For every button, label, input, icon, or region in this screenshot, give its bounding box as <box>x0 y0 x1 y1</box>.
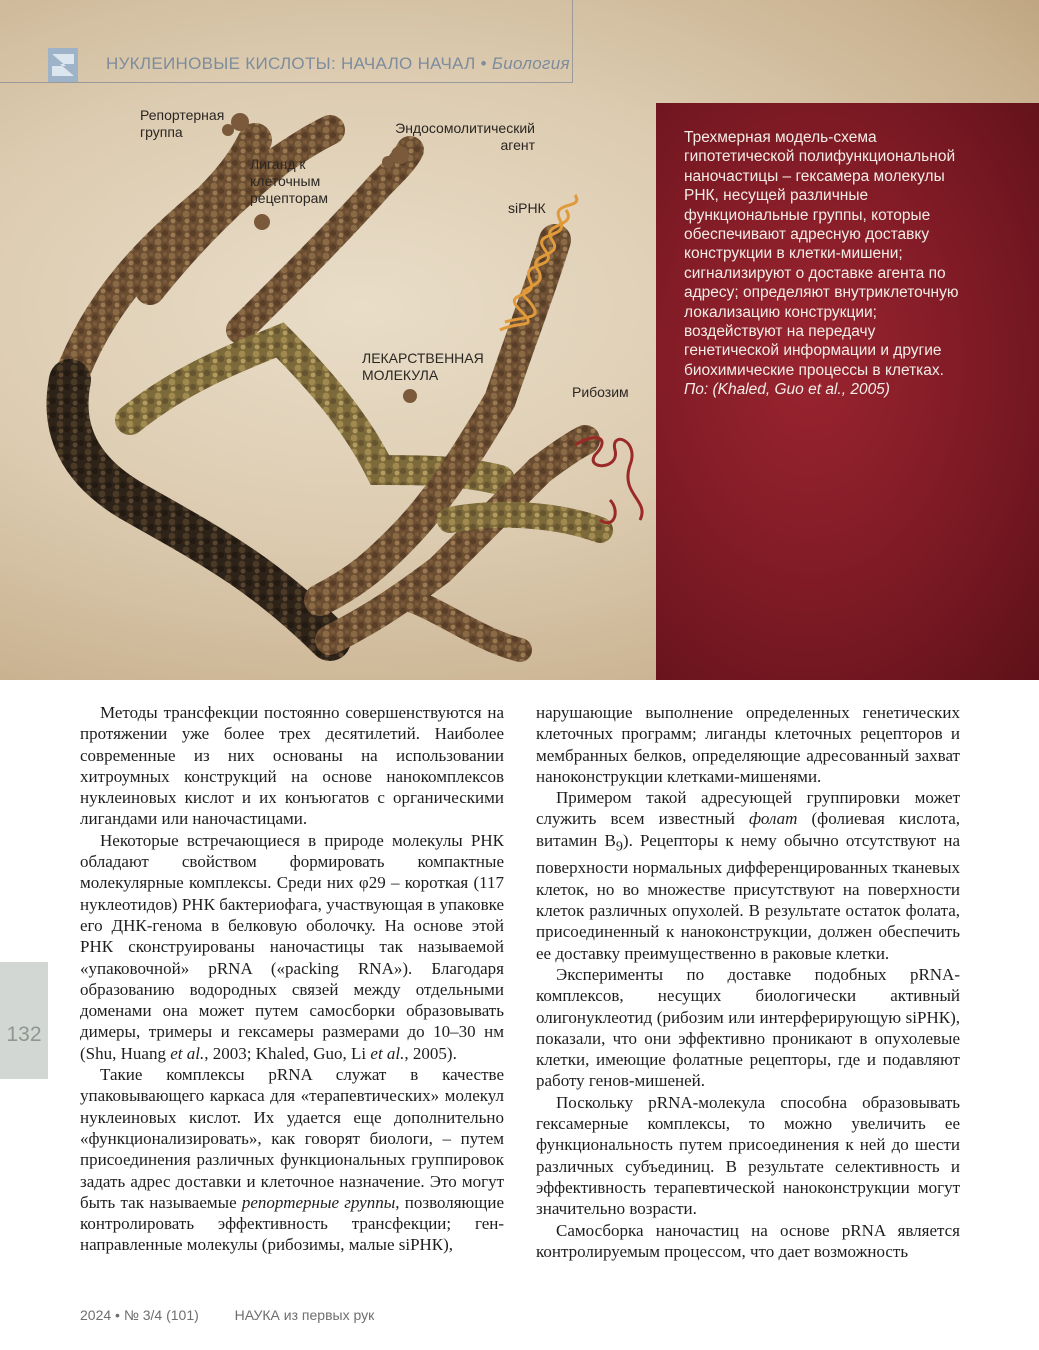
running-header <box>48 48 668 82</box>
label-reporter-group: Репортерная группа <box>140 107 225 140</box>
footer-issue: 2024 • № 3/4 (101) <box>80 1307 199 1323</box>
header-title: НУКЛЕИНОВЫЕ КИСЛОТЫ: НАЧАЛО НАЧАЛ • Биология <box>106 54 570 73</box>
footer-magazine: НАУКА из первых рук <box>234 1307 375 1323</box>
label-ribozyme: Рибозим <box>572 384 629 400</box>
paragraph: Некоторые встречающиеся в природе молекулы РНК обладают свойством формировать компактные молекулярные комплексы. Среди них φ29 – короткая (117 нуклеотидов) РНК бактериофага, участвующая в упаковке его ДНК-генома в белковую оболочку. На основе этой РНК сконструированы наночастицы так называемой «упаковочной» pRNA («packing RNA»). Благодаря образованию водородных связей между отдельными доменами она может путем самосборки образовывать димеры, тримеры и гексамеры размерами до 10–30 нм (Shu, Huang et al., 2003; Khaled, Guo, Li et al., 2005). <box>80 830 504 1063</box>
text-column-right <box>536 702 960 1262</box>
paragraph: Поскольку pRNA-молекула способна образовывать гексамерные комплексы, то можно увеличить ее функциональность путем присоединения к ней до шести различных субъединиц. В результате селективность и эффективность терапевтической наноконструкции могут значительно возрасти. <box>536 1092 960 1219</box>
figure-caption <box>684 128 974 400</box>
paragraph: Примером такой адресующей группировки может служить всем известный фолат (фолиевая кислота, витамин $B_9$). Рецепторы к нему обычно отсутствуют на поверхности нормальных дифференцированных тканевых клеток, но во множестве присутствуют на поверхности клеток различных опухолей. В результате остаток фолата, присоединенный к наноконструкции, должен обеспечить ее доставку преимущественно в раковые клетки. <box>536 788 960 963</box>
paragraph: Эксперименты по доставке подобных pRNA-комплексов, несущих биологически активный олигонуклеотид (рибозим или интерферирующую siРНК), показали, что они эффективно проникают в опухолевые клетки, имеющие фолатные рецепторы, где и подавляют работу генов-мишеней. <box>536 964 960 1091</box>
label-sirna: siРНК <box>508 200 546 216</box>
paragraph: Такие комплексы pRNA служат в качестве упаковывающего каркаса для «терапевтических» молекул нуклеиновых кислот. Их удается еще дополнительно «функционализировать», как говорят биологи, – путем присоединения различных функциональных группировок задать адрес доставки и клеточное назначение. Это могут быть так называемые репортерные группы, позволяющие контролировать эффективность трансфекции; ген-направленные молекулы (рибозимы, малые siРНК), <box>80 1065 504 1255</box>
label-drug-molecule: ЛЕКАРСТВЕННАЯ МОЛЕКУЛА <box>362 350 484 383</box>
caption-source: По: (Khaled, Guo et al., 2005) <box>684 381 890 399</box>
magazine-logo-icon <box>48 48 78 82</box>
page-number: 132 <box>6 1023 42 1046</box>
paragraph: нарушающие выполнение определенных генетических клеточных программ; лиганды клеточных рецепторов и мембранных белков, определяющие адресованный захват наноконструкции клетками-мишенями. <box>536 703 960 786</box>
text-column-left <box>80 702 504 1256</box>
page-number-tab <box>0 962 48 1079</box>
paragraph: Методы трансфекции постоянно совершенствуются на протяжении уже более трех десятилетий. Наиболее современные из них основаны на использовании хитроумных конструкций на основе нанокомплексов нуклеиновых кислот и их конъюгатов с органическими лигандами или наночастицами. <box>80 703 504 829</box>
caption-text: Трехмерная модель-схема гипотетической полифункциональной наночастицы – гексамера молекулы РНК, несущей различные функциональные группы, которые обеспечивают адресную доставку конструкции в клетки-мишени; сигнализируют о доставке агента по адресу; определяют внутриклеточную локализацию конструкции; воздействуют на передачу генетической информации и другие биохимические процессы в клетках. <box>684 129 959 379</box>
label-ligand: Лиганд к клеточным рецепторам <box>250 156 329 206</box>
paragraph: Самосборка наночастиц на основе pRNA является контролируемым процессом, что дает возможность <box>536 1220 960 1261</box>
footer <box>80 1307 374 1323</box>
label-endosomolytic-agent: Эндосомолитический агент <box>395 120 535 153</box>
